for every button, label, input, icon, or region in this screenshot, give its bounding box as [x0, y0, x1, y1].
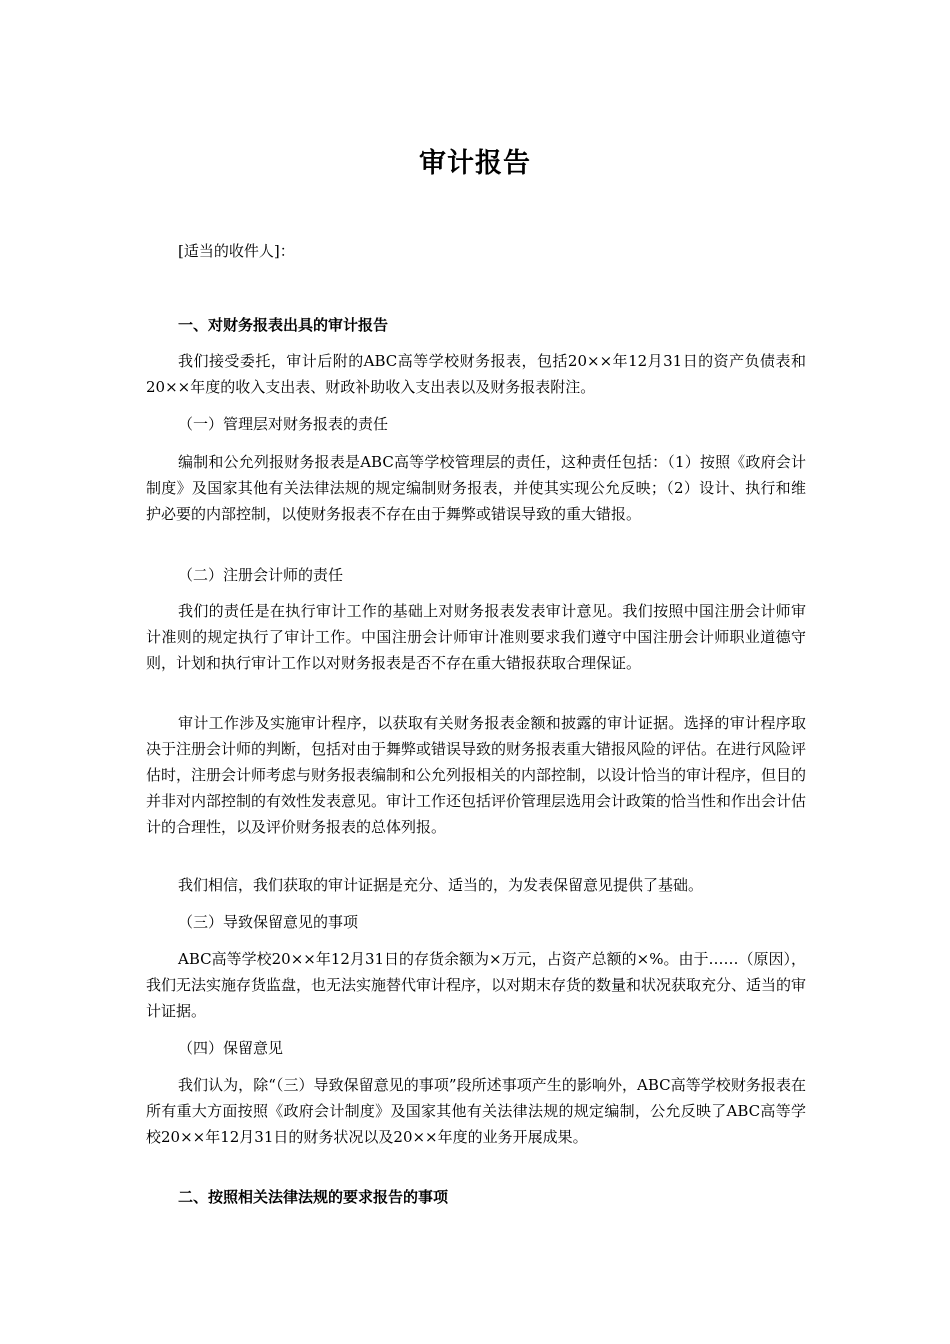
- document-title: 审计报告: [419, 148, 531, 179]
- section-2-heading: 二、按照相关法律法规的要求报告的事项: [178, 1188, 449, 1206]
- cpa-responsibility-paragraph-1: 我们的责任是在执行审计工作的基础上对财务报表发表审计意见。我们按照中国注册会计师审计准则的规定执行了审计工作。中国注册会计师审计准则要求我们遵守中国注册会计师职业道德守则，计划和执行审计工作以对财务报表是否不存在重大错报获取合理保证。: [146, 602, 806, 672]
- cpa-responsibility-paragraph-3: 我们相信，我们获取的审计证据是充分、适当的，为发表保留意见提供了基础。: [178, 876, 704, 894]
- basis-for-qualified-opinion-paragraph: ABC高等学校20××年12月31日的存货余额为×万元，占资产总额的×%。由于……（原因），我们无法实施存货监盘，也无法实施替代审计程序，以对期末存货的数量和状况获取充分、适当的审计证据。: [146, 950, 807, 1020]
- qualified-opinion-paragraph: 我们认为，除“（三）导致保留意见的事项”段所述事项产生的影响外，ABC高等学校财务报表在所有重大方面按照《政府会计制度》及国家其他有关法律法规的规定编制，公允反映了ABC高等学校20××年12月31日的财务状况以及20××年度的业务开展成果。: [146, 1076, 806, 1146]
- recipient-line: [适当的收件人]：: [178, 242, 295, 260]
- basis-for-qualified-opinion-heading: （三）导致保留意见的事项: [178, 913, 359, 931]
- cpa-responsibility-paragraph-2: 审计工作涉及实施审计程序，以获取有关财务报表金额和披露的审计证据。选择的审计程序取决于注册会计师的判断，包括对由于舞弊或错误导致的财务报表重大错报风险的评估。在进行风险评估时，注册会计师考虑与财务报表编制和公允列报相关的内部控制，以设计恰当的审计程序，但目的并非对内部控制的有效性发表意见。审计工作还包括评价管理层选用会计政策的恰当性和作出会计估计的合理性，以及评价财务报表的总体列报。: [146, 714, 807, 836]
- management-responsibility-heading: （一）管理层对财务报表的责任: [178, 415, 389, 433]
- intro-paragraph: 我们接受委托，审计后附的ABC高等学校财务报表，包括20××年12月31日的资产负债表和20××年度的收入支出表、财政补助收入支出表以及财务报表附注。: [146, 352, 806, 396]
- cpa-responsibility-heading: （二）注册会计师的责任: [178, 566, 344, 584]
- qualified-opinion-heading: （四）保留意见: [178, 1039, 284, 1057]
- management-responsibility-paragraph: 编制和公允列报财务报表是ABC高等学校管理层的责任，这种责任包括：（1）按照《政府会计制度》及国家其他有关法律法规的规定编制财务报表，并使其实现公允反映；（2）设计、执行和维护必要的内部控制，以使财务报表不存在由于舞弊或错误导致的重大错报。: [146, 453, 806, 523]
- section-1-heading: 一、对财务报表出具的审计报告: [178, 316, 389, 334]
